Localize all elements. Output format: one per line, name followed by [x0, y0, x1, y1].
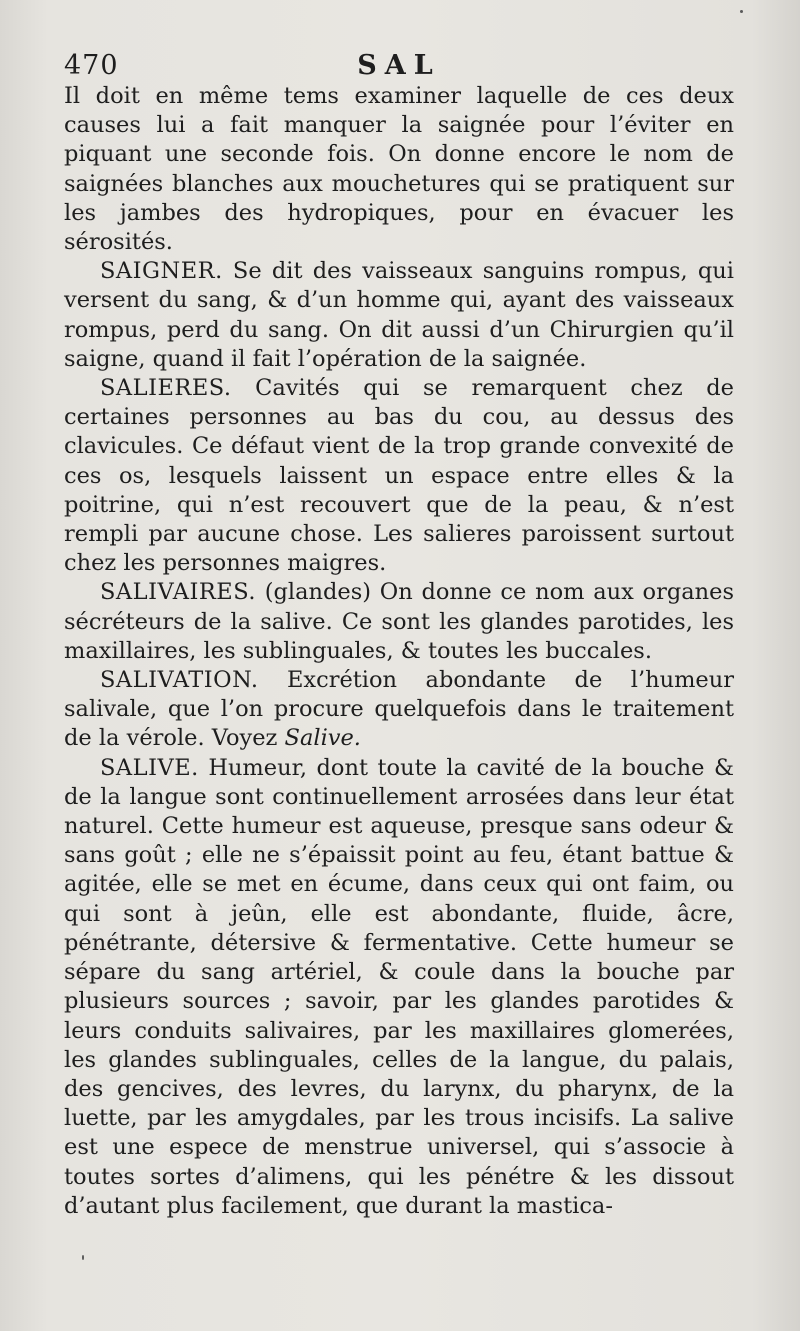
entry-salivation	[64, 666, 734, 754]
headword-salivaires: SALIVAIRES.	[100, 579, 256, 606]
definition-salive: Humeur, dont toute la cavité de la bouche & de la langue sont continuellement arrosées dans leur état naturel. Cette humeur est aqueuse, presque sans odeur & sans goût ; elle ne s’épaissit point au feu, étant battue & agitée, elle se met en écume, dans ceux qui ont faim, ou qui sont à jeûn, elle est abondante, fluide, âcre, pénétrante, détersive & fermentative. Cette humeur se sépare du sang artériel, & coule dans la bouche par plusieurs sources ; savoir, par les glandes parotides & leurs conduits salivaires, par les maxillaires glomerées, les glandes sublinguales, celles de la langue, du palais, des gencives, des levres, du larynx, du pharynx, de la luette, par les amygdales, par les trous incisifs. La salive est une espece de menstrue universel, qui s’associe à toutes sortes d’alimens, qui les pénétre & les dissout d’autant plus facilement, que durant la mastica-	[64, 754, 734, 1219]
page-number: 470	[64, 50, 119, 81]
definition-salivaires: (glandes) On donne ce nom aux organes sécréteurs de la salive. Ce sont les glandes parotides, les maxillaires, les sublinguales, & toutes les buccales.	[64, 579, 734, 664]
definition-salieres: Cavités qui se remarquent chez de certaines personnes au bas du cou, au dessus des clavicules. Ce défaut vient de la trop grande convexité de ces os, lesquels laissent un espace entre elles & la poitrine, qui n’est recouvert que de la peau, & n’est rempli par aucune chose. Les salieres paroissent surtout chez les personnes maigres.	[64, 375, 734, 577]
cross-reference: Salive.	[284, 725, 361, 752]
page-header	[64, 50, 734, 86]
entry-salieres	[64, 374, 734, 578]
headword-saigner: SAIGNER.	[100, 258, 223, 285]
ink-speck	[82, 1255, 84, 1260]
headword-salieres: SALIERES.	[100, 375, 232, 402]
running-head: SAL	[357, 50, 441, 81]
headword-salive: SALIVE.	[100, 754, 199, 781]
dictionary-text	[64, 82, 734, 1221]
entry-salivaires	[64, 578, 734, 666]
entry-saigner	[64, 257, 734, 374]
definition-saigner: Se dit des vaisseaux sanguins rompus, qui versent du sang, & d’un homme qui, ayant des vaisseaux rompus, perd du sang. On dit aussi d’un Chirurgien qu’il saigne, quand il fait l’opération de la saignée.	[64, 258, 734, 372]
ink-speck	[740, 10, 743, 13]
definition-salivation: Excrétion abondante de l’humeur salivale, que l’on procure quelquefois dans le traitement de la vérole. Voyez	[64, 667, 734, 752]
continued-paragraph: Il doit en même tems examiner laquelle de ces deux causes lui a fait manquer la saignée pour l’éviter en piquant une seconde fois. On donne encore le nom de saignées blanches aux mouchetures qui se pratiquent sur les jambes des hydropiques, pour en évacuer les sérosités.	[64, 83, 734, 256]
entry-salive	[64, 754, 734, 1221]
headword-salivation: SALIVATION.	[100, 667, 259, 694]
